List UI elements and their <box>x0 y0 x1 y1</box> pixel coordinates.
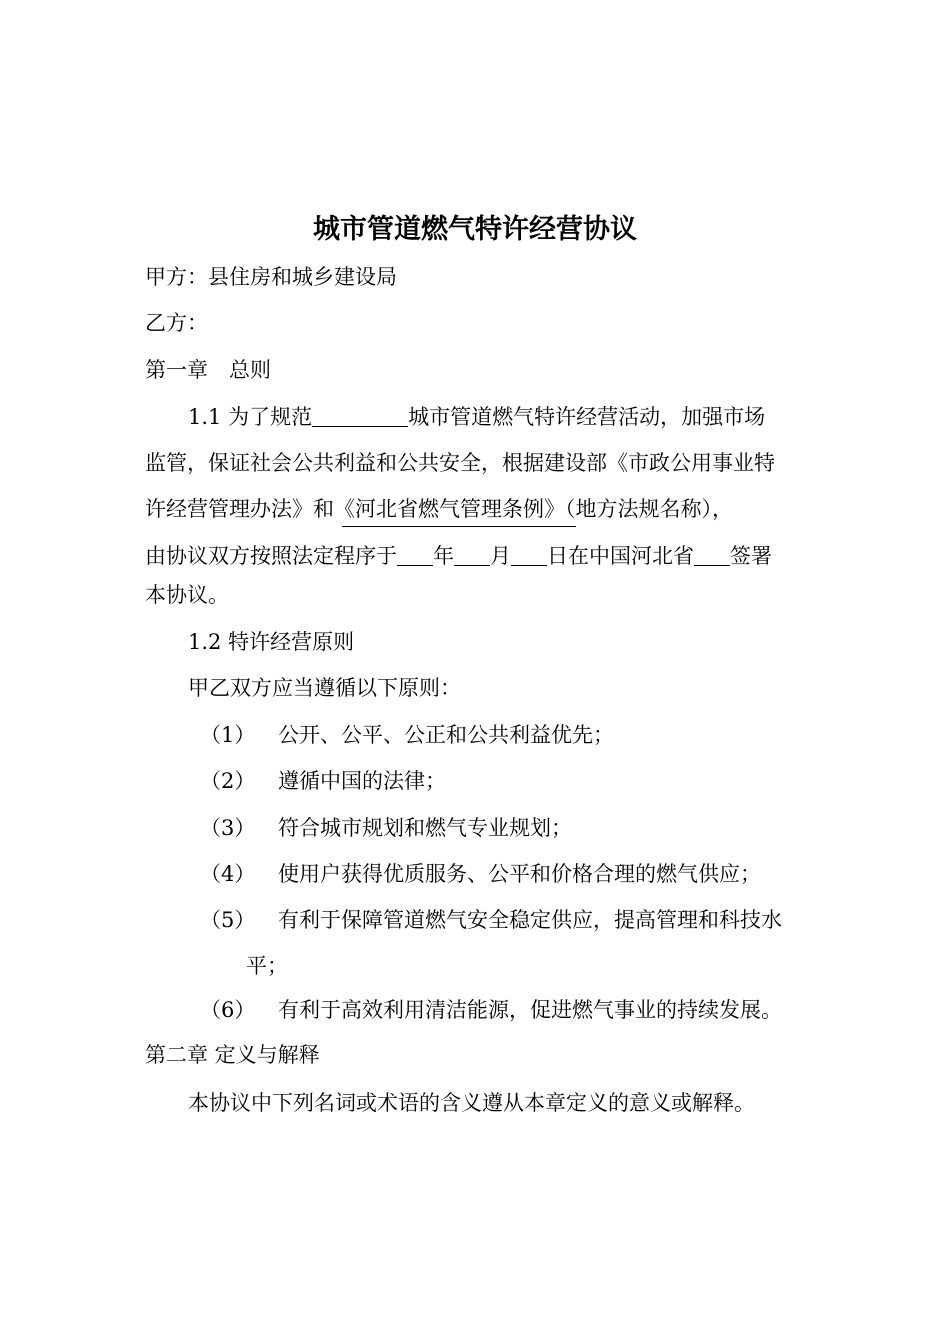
blank-year <box>397 545 433 566</box>
principle-number: （1） <box>200 723 256 747</box>
principle-text: 有利于保障管道燃气安全稳定供应，提高管理和科技水 <box>278 908 782 932</box>
section-1-2-heading: 1.2 特许经营原则 <box>188 630 355 654</box>
principle-text: 遵循中国的法律； <box>278 769 446 793</box>
section-1-1-prefix: 1.1 为了规范 <box>188 405 313 429</box>
principle-number: （2） <box>200 769 256 793</box>
blank-city-name <box>312 406 408 427</box>
principle-text: 有利于高效利用清洁能源，促进燃气事业的持续发展。 <box>278 998 782 1022</box>
principle-text: 使用户获得优质服务、公平和价格合理的燃气供应； <box>278 862 761 886</box>
label-month: 月 <box>490 544 511 568</box>
blank-month <box>454 545 490 566</box>
blank-day <box>511 545 547 566</box>
party-a: 甲方：县住房和城乡建设局 <box>145 265 397 289</box>
chapter-2-heading: 第二章 定义与解释 <box>145 1043 320 1067</box>
principle-number: （6） <box>200 998 256 1022</box>
principle-text: 符合城市规划和燃气专业规划； <box>278 816 572 840</box>
chapter-1-heading: 第一章 总则 <box>145 358 271 382</box>
section-1-2-intro: 甲乙双方应当遵循以下原则： <box>188 676 461 700</box>
label-sign: 签署 <box>730 544 772 568</box>
label-day-place: 日在中国河北省 <box>547 544 694 568</box>
line-4-text-a: 由协议双方按照法定程序于 <box>145 544 397 568</box>
underline-rule <box>342 526 576 527</box>
principle-text: 公开、公平、公正和公共利益优先； <box>278 723 614 747</box>
section-1-1-suffix: 城市管道燃气特许经营活动，加强市场 <box>408 405 766 429</box>
principle-number: （3） <box>200 816 256 840</box>
principle-number: （5） <box>200 908 256 932</box>
section-1-1-line-3: 许经营管理办法》和《河北省燃气管理条例》（地方法规名称）， <box>145 497 733 521</box>
chapter-2-intro: 本协议中下列名词或术语的含义遵从本章定义的意义或解释。 <box>188 1091 755 1115</box>
party-b: 乙方： <box>145 311 208 335</box>
document-title: 城市管道燃气特许经营协议 <box>313 214 637 245</box>
principle-number: （4） <box>200 862 256 886</box>
section-1-1-line-2: 监管，保证社会公共利益和公共安全，根据建设部《市政公用事业特 <box>145 451 775 475</box>
section-1-1-line-1 <box>188 402 765 432</box>
section-1-1-line-5: 本协议。 <box>145 583 229 607</box>
principle-text-continued: 平； <box>246 954 288 978</box>
section-1-1-line-4 <box>145 541 772 571</box>
blank-place <box>694 545 730 566</box>
label-year: 年 <box>433 544 454 568</box>
